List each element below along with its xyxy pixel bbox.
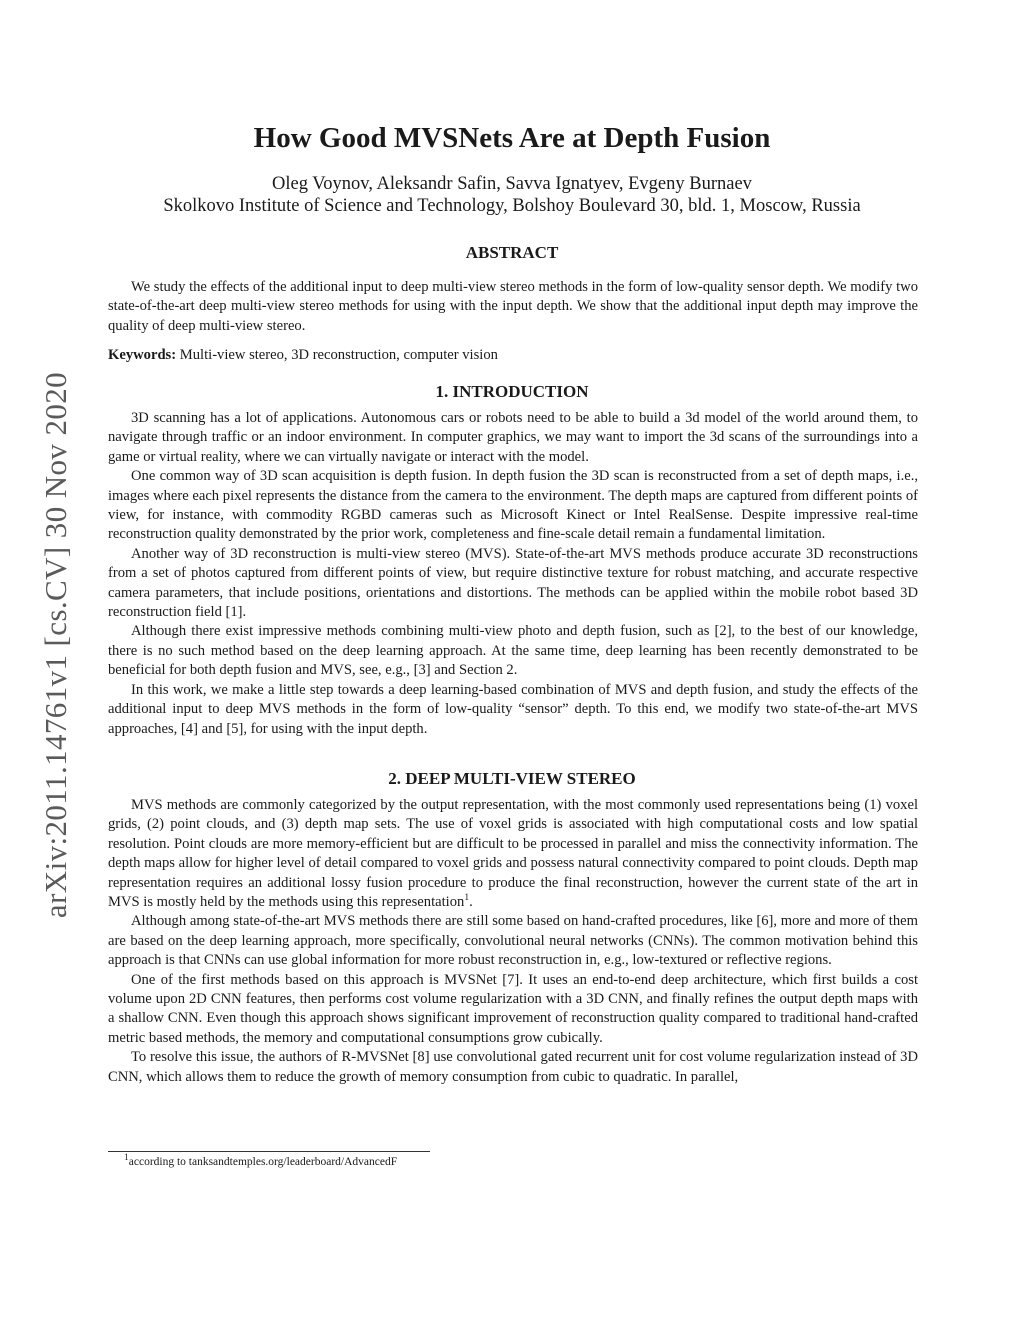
abstract-heading: ABSTRACT xyxy=(465,243,559,262)
footnote-mark: 1 xyxy=(464,893,470,904)
paragraph: To resolve this issue, the authors of R-MVSNet [8] use convolutional gated recurrent unit for cost volume regularization instead of 3D CNN, which allows them to reduce the growth of memory consumption from cubic to quadratic. In parallel, xyxy=(108,1049,918,1085)
intro-body xyxy=(108,409,918,739)
keywords xyxy=(108,346,918,365)
paper-title: How Good MVSNets Are at Depth Fusion xyxy=(253,122,771,154)
deep-mvs-body xyxy=(108,796,918,1087)
keywords-line xyxy=(108,346,918,365)
footnote-mark: 1 xyxy=(124,1153,129,1164)
paragraph-text: MVS methods are commonly categorized by the output representation, with the most commonly used representations being (1) voxel grids, (2) point clouds, and (3) depth map sets. The use of voxel grids is associated with high computational costs and low spatial resolution. Point clouds are more memory-efficient but are difficult to be processed in parallel and miss the connectivity information. The depth maps allow for higher level of detail compared to voxel grids and possess natural connectivity compared to point clouds. Depth map representation requires an additional lossy fusion procedure to produce the final reconstruction, however the current state of the art in MVS is mostly held by the methods using this representation xyxy=(108,797,918,911)
abstract-text: We study the effects of the additional input to deep multi-view stereo methods in the form of low-quality sensor depth. We modify two state-of-the-art deep multi-view stereo methods for using with the input depth. We show that the additional input depth may improve the quality of deep multi-view stereo. xyxy=(108,279,918,334)
keywords-label: Keywords: xyxy=(108,347,177,363)
abstract xyxy=(108,278,918,336)
deep-mvs-heading: 2. DEEP MULTI-VIEW STEREO xyxy=(388,769,636,788)
affiliation: Skolkovo Institute of Science and Technology, Bolshoy Boulevard 30, bld. 1, Moscow, Russia xyxy=(163,196,861,216)
footnote xyxy=(124,1153,398,1168)
paragraph: In this work, we make a little step towards a deep learning-based combination of MVS and depth fusion, and study the effects of the additional input to deep MVS methods in the form of low-quality “sensor” depth. To this end, we modify two state-of-the-art MVS approaches, [4] and [5], for using with the input depth. xyxy=(108,681,918,737)
paragraph: Although among state-of-the-art MVS methods there are still some based on hand-crafted procedures, like [6], more and more of them are based on the deep learning approach, more specifically, convolutional neural networks (CNNs). The common motivation behind this approach is that CNNs can use global information for more robust reconstruction in, e.g., low-textured or reflective regions. xyxy=(108,913,918,969)
paragraph: Another way of 3D reconstruction is multi-view stereo (MVS). State-of-the-art MVS methods produce accurate 3D reconstructions from a set of photos captured from different points of view, but require distinctive texture for robust matching, and accurate respective camera parameters, that include positions, orientations and distortions. The methods can be applied within the mobile robot based 3D reconstruction field [1]. xyxy=(108,545,918,621)
footnote-text: according to tanksandtemples.org/leaderboard/AdvancedF xyxy=(128,1156,398,1168)
authors: Oleg Voynov, Aleksandr Safin, Savva Ignatyev, Evgeny Burnaev xyxy=(272,174,752,194)
paragraph xyxy=(108,796,918,912)
paragraph: One common way of 3D scan acquisition is depth fusion. In depth fusion the 3D scan is reconstructed from a set of depth maps, i.e., images where each pixel represents the distance from the camera to the environment. The depth maps are captured from different points of view, for instance, with commodity RGBD cameras such as Microsoft Kinect or Intel RealSense. Despite impressive real-time reconstruction quality demonstrated by the prior work, completeness and fine-scale detail remain a fundamental limitation. xyxy=(108,468,918,543)
intro-heading: 1. INTRODUCTION xyxy=(435,382,589,401)
paragraph: One of the first methods based on this approach is MVSNet [7]. It uses an end-to-end deep architecture, which first builds a cost volume upon 2D CNN features, then performs cost volume regularization with a 3D CNN, and finally refines the output depth maps with a shallow CNN. Even though this approach shows significant improvement of reconstruction quality compared to traditional hand-crafted metric based methods, the memory and computational consumptions grow cubically. xyxy=(108,971,918,1046)
footnote-divider xyxy=(108,1151,430,1152)
arxiv-stamp: arXiv:2011.14761v1 [cs.CV] 30 Nov 2020 xyxy=(38,371,73,919)
paragraph-end: . xyxy=(469,894,473,911)
paragraph: 3D scanning has a lot of applications. Autonomous cars or robots need to be able to build a 3d model of the world around them, to navigate through traffic or an indoor environment. In computer graphics, we may want to import the 3d scans of the surroundings into a game or virtual reality, where we can virtually navigate or interact with the model. xyxy=(108,410,918,465)
keywords-text: Multi-view stereo, 3D reconstruction, computer vision xyxy=(176,347,498,363)
paragraph: Although there exist impressive methods combining multi-view photo and depth fusion, such as [2], to the best of our knowledge, there is no such method based on the deep learning approach. At the same time, deep learning has been recently demonstrated to be beneficial for both depth fusion and MVS, see, e.g., [3] and Section 2. xyxy=(108,623,918,679)
